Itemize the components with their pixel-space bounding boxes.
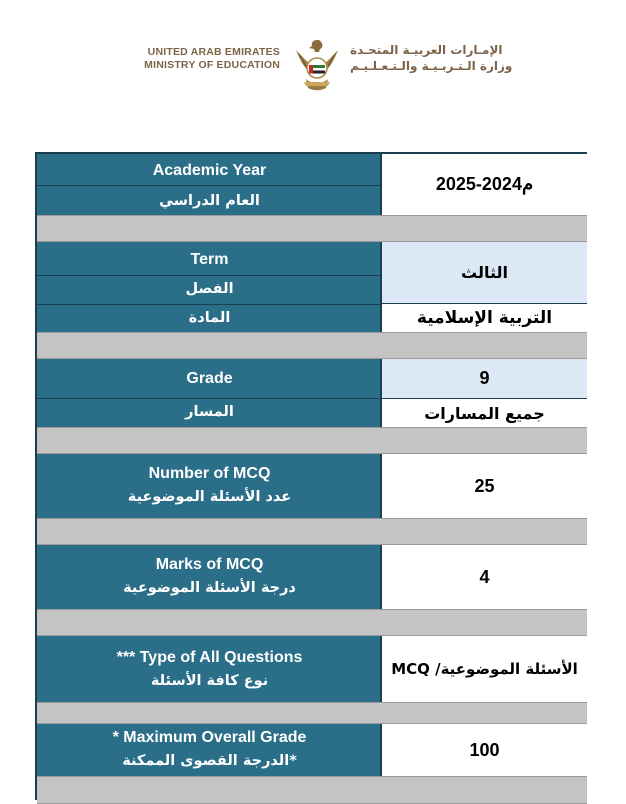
exam-info-table xyxy=(35,152,587,800)
mcq-marks-label-ar: درجة الأسئلة الموضوعية xyxy=(123,580,296,596)
mcq-marks-row xyxy=(37,545,585,609)
mcq-number-label-en: Number of MCQ xyxy=(148,465,271,482)
term-value: الثالث xyxy=(461,263,508,282)
ministry-name-en: MINISTRY OF EDUCATION xyxy=(144,59,280,71)
cell-divider xyxy=(37,185,382,186)
term-label-en: Term xyxy=(190,251,229,268)
academic-year-label-cell xyxy=(37,154,382,215)
max-grade-label-cell xyxy=(37,724,382,776)
mcq-marks-value: 4 xyxy=(479,566,490,587)
academic-year-row xyxy=(37,154,585,215)
max-grade-label-ar: *الدرجة القصوى الممكنة xyxy=(122,753,297,769)
row-separator xyxy=(37,518,587,545)
row-separator xyxy=(37,215,587,242)
cell-divider xyxy=(37,304,382,305)
cell-divider xyxy=(37,275,382,276)
term-subject-label-cell xyxy=(37,242,382,332)
term-subject-block xyxy=(37,242,585,332)
term-label-ar: الفصل xyxy=(185,281,234,297)
row-separator xyxy=(37,332,587,359)
question-type-label-ar: نوع كافة الأسئلة xyxy=(150,673,269,689)
subject-label-ar: المادة xyxy=(188,310,231,326)
subject-value-cell xyxy=(382,304,587,332)
mcq-marks-label-en: Marks of MCQ xyxy=(155,556,264,573)
academic-year-label-en: Academic Year xyxy=(152,162,267,179)
grade-value-cell xyxy=(382,359,587,399)
question-type-value: الأسئلة الموضوعية/ MCQ xyxy=(391,660,578,678)
grade-track-block xyxy=(37,359,585,427)
mcq-number-value: 25 xyxy=(474,475,495,496)
ministry-header xyxy=(0,38,626,94)
mcq-number-row xyxy=(37,454,585,518)
max-grade-value-cell xyxy=(382,724,587,776)
track-value-cell xyxy=(382,399,587,427)
max-grade-label-en: * Maximum Overall Grade xyxy=(112,729,307,746)
mcq-marks-label-cell xyxy=(37,545,382,609)
ministry-name-ar: وزارة الـتـربـيـة والـتـعـلـيـم xyxy=(350,59,513,73)
academic-year-value-cell xyxy=(382,154,587,215)
grade-value: 9 xyxy=(479,368,490,388)
term-value-cell xyxy=(382,242,587,304)
row-separator xyxy=(37,427,587,454)
subject-value: التربية الإسلامية xyxy=(416,308,553,328)
grade-label-en: Grade xyxy=(186,370,233,387)
mcq-number-label-cell xyxy=(37,454,382,518)
question-type-label-en: *** Type of All Questions xyxy=(116,649,303,666)
country-name-ar: الإمـارات العربيـة المتحـدة xyxy=(350,43,503,57)
track-label-ar: المسار xyxy=(185,404,234,420)
grade-label-cell xyxy=(37,359,382,399)
country-name-en: UNITED ARAB EMIRATES xyxy=(147,46,280,58)
max-grade-value: 100 xyxy=(469,739,500,760)
uae-falcon-emblem-icon xyxy=(292,38,342,92)
question-type-label-cell xyxy=(37,636,382,702)
track-label-cell xyxy=(37,399,382,427)
academic-year-value: 2025-2024م xyxy=(435,174,534,194)
mcq-number-value-cell xyxy=(382,454,587,518)
ministry-name-arabic xyxy=(350,42,520,74)
academic-year-label-ar: العام الدراسي xyxy=(159,193,260,209)
mcq-number-label-ar: عدد الأسئلة الموضوعية xyxy=(127,489,292,505)
ministry-name-english xyxy=(128,46,280,72)
mcq-marks-value-cell xyxy=(382,545,587,609)
max-grade-row xyxy=(37,724,585,776)
row-separator xyxy=(37,702,587,724)
row-separator xyxy=(37,609,587,636)
track-value: جميع المسارات xyxy=(424,403,545,423)
question-type-value-cell xyxy=(382,636,587,702)
question-type-row xyxy=(37,636,585,702)
